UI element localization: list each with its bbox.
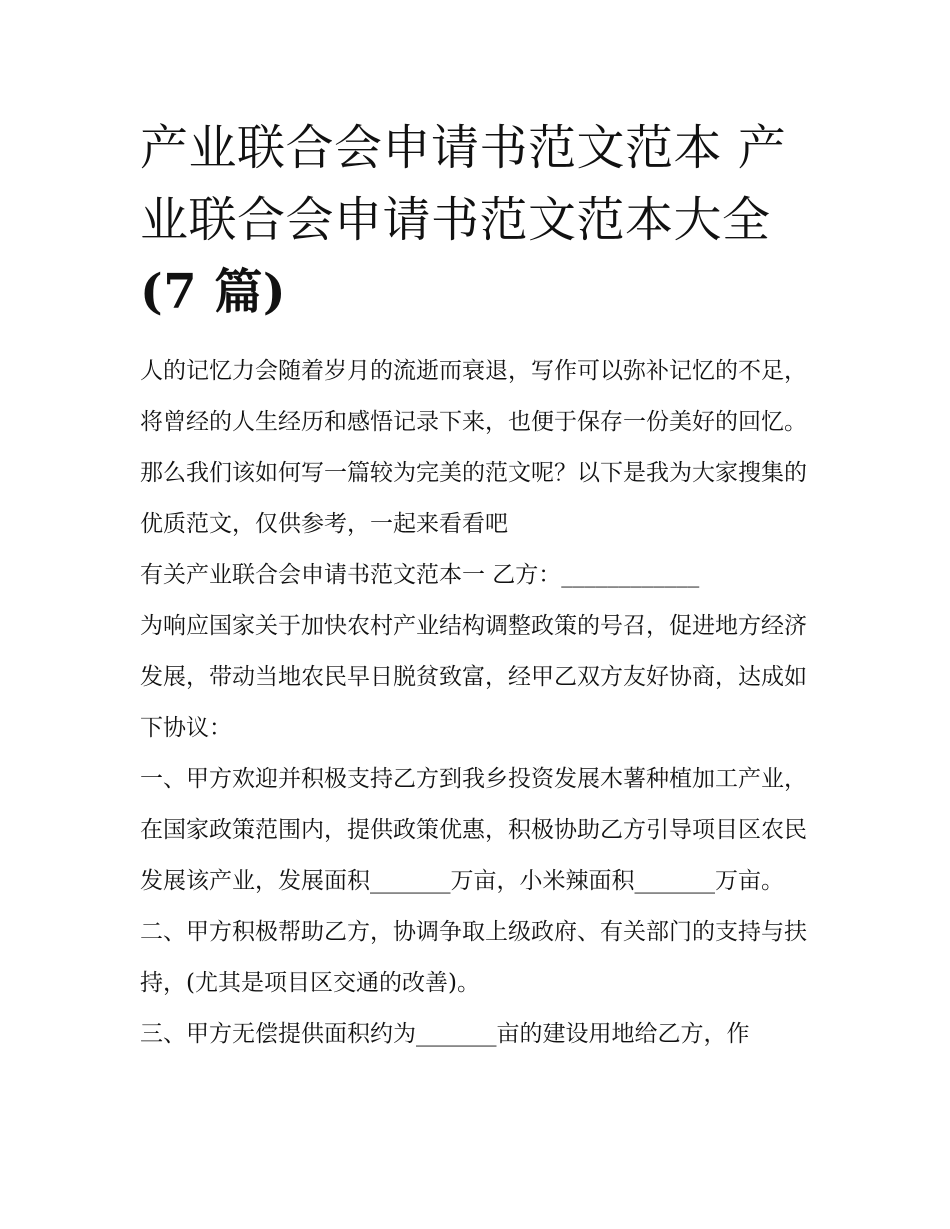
- title-line-1: 产业联合会申请书范文范本 产: [140, 120, 787, 176]
- clause-3-paragraph: 三、甲方无偿提供面积约为_______亩的建设用地给乙方，作: [140, 1021, 750, 1047]
- section-heading-paragraph: 有关产业联合会申请书范文范本一 乙方：____________: [140, 562, 700, 588]
- document-page: [140, 112, 812, 1060]
- title-line-3: (7 篇): [140, 264, 287, 320]
- document-body: [140, 346, 812, 1060]
- clause-2-paragraph: 二、甲方积极帮助乙方，协调争取上级政府、有关部门的支持与扶持，(尤其是项目区交通的改善)。: [140, 919, 807, 996]
- title-line-2: 业联合会申请书范文范本大全: [140, 192, 771, 248]
- document-title: [140, 112, 812, 328]
- clause-1-paragraph: 一、甲方欢迎并积极支持乙方到我乡投资发展木薯种植加工产业，在国家政策范围内，提供政策优惠，积极协助乙方引导项目区农民发展该产业，发展面积_______万亩，小米辣面积_______万亩。: [140, 766, 807, 894]
- intro-paragraph: 人的记忆力会随着岁月的流逝而衰退，写作可以弥补记忆的不足，将曾经的人生经历和感悟记录下来，也便于保存一份美好的回忆。那么我们该如何写一篇较为完美的范文呢？以下是我为大家搜集的优质范文，仅供参考，一起来看看吧: [140, 358, 807, 537]
- preamble-paragraph: 为响应国家关于加快农村产业结构调整政策的号召，促进地方经济发展，带动当地农民早日脱贫致富，经甲乙双方友好协商，达成如下协议：: [140, 613, 807, 741]
